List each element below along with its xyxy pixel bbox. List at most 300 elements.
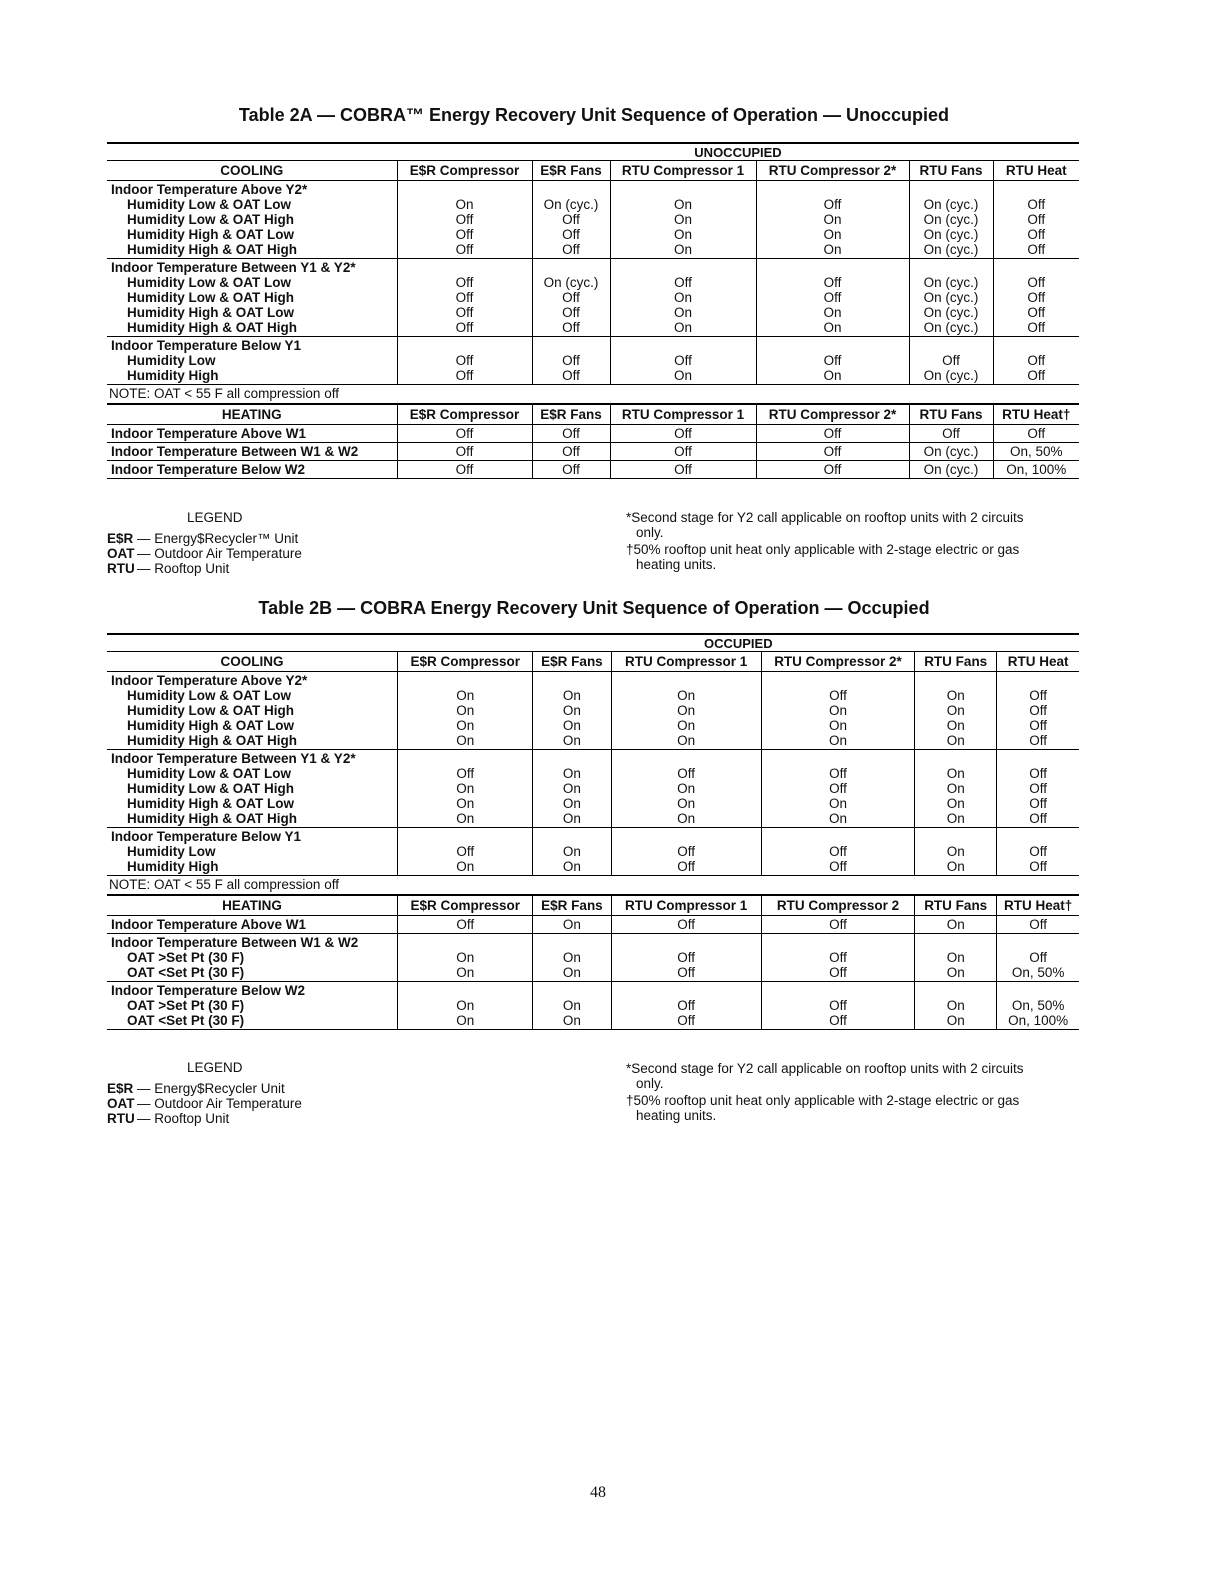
legend-text: — Energy$Recycler™ Unit <box>137 531 299 546</box>
cell-value: On <box>456 998 475 1013</box>
legend-text: — Outdoor Air Temperature <box>137 546 302 561</box>
cell-value: Off <box>1027 242 1046 257</box>
cell-value: Off <box>1027 197 1046 212</box>
value-column <box>398 750 533 828</box>
row-spacer <box>766 829 910 844</box>
value-column <box>915 934 997 982</box>
cell-value: On (cyc.) <box>543 275 599 290</box>
column-header: RTU Compressor 1 <box>611 895 761 916</box>
legend-text: — Rooftop Unit <box>137 561 230 576</box>
cell-value: On (cyc.) <box>909 443 993 461</box>
value-column <box>909 181 993 259</box>
table-row <box>107 461 1079 479</box>
value-column <box>761 828 914 876</box>
row-spacer <box>616 983 757 998</box>
row-spacer <box>761 182 905 197</box>
cell-value: Off <box>1027 227 1046 242</box>
footnote <box>626 1061 1080 1091</box>
cell-value: Off <box>455 227 474 242</box>
cell-value: On <box>946 859 965 874</box>
cell-value: On <box>456 796 475 811</box>
cell-value: Off <box>1029 718 1048 733</box>
legend-item <box>107 531 302 546</box>
row-spacer <box>402 935 528 950</box>
cell-value: Off <box>397 443 532 461</box>
row-label: OAT <Set Pt (30 F) <box>127 1013 245 1028</box>
row-spacer <box>537 260 606 275</box>
row-label: Indoor Temperature Above W1 <box>107 916 398 934</box>
value-column <box>915 672 997 750</box>
column-header: COOLING <box>107 652 398 672</box>
cell-value: Off <box>455 275 474 290</box>
column-header: COOLING <box>107 161 397 181</box>
column-header: RTU Fans <box>915 895 997 916</box>
row-group <box>107 672 1079 750</box>
legend-abbr: RTU <box>107 561 135 576</box>
cell-value: On <box>562 811 581 826</box>
value-column <box>397 181 532 259</box>
cell-value: On (cyc.) <box>923 275 979 290</box>
cell-value: On <box>677 688 696 703</box>
table-2b-title: Table 2B — COBRA Energy Recovery Unit Sequence of Operation — Occupied <box>258 598 930 618</box>
cell-value: Off <box>756 461 909 479</box>
footnote-text: †50% rooftop unit heat only applicable with 2-stage electric or gas <box>626 542 1020 557</box>
row-spacer <box>402 751 528 766</box>
row-spacer <box>766 751 910 766</box>
footnote-continuation: only. <box>636 525 664 540</box>
cell-value: On <box>946 811 965 826</box>
row-spacer <box>919 935 992 950</box>
cell-value: On (cyc.) <box>923 212 979 227</box>
cell-value: On <box>828 811 847 826</box>
column-header: RTU Fans <box>915 652 997 672</box>
row-label: Indoor Temperature Above W1 <box>107 425 397 443</box>
cell-value: Off <box>455 368 474 383</box>
row-spacer <box>537 935 606 950</box>
row-spacer <box>616 935 757 950</box>
cell-value: On, 50% <box>1011 998 1065 1013</box>
cell-value: Off <box>829 950 847 965</box>
value-column <box>533 934 611 982</box>
cell-value: Off <box>455 212 474 227</box>
cell-value: Off <box>398 916 533 934</box>
value-column <box>533 982 611 1030</box>
mode-label: OCCUPIED <box>703 636 773 651</box>
footnote <box>626 542 1080 572</box>
cell-value: Off <box>562 212 580 227</box>
row-group <box>107 181 1079 259</box>
cell-value: Off <box>532 425 610 443</box>
row-spacer <box>402 829 528 844</box>
cell-value: On <box>828 718 847 733</box>
group-heading: Indoor Temperature Between W1 & W2 <box>111 935 359 950</box>
cell-value: On <box>946 796 965 811</box>
cell-value: Off <box>532 461 610 479</box>
cell-value: On <box>456 703 475 718</box>
cell-value: Off <box>997 916 1079 934</box>
cell-value: On <box>946 998 965 1013</box>
row-spacer <box>1001 829 1075 844</box>
row-spacer <box>402 260 528 275</box>
value-column <box>397 259 532 337</box>
cell-value: On (cyc.) <box>923 242 979 257</box>
row-spacer <box>537 182 606 197</box>
value-column <box>997 982 1079 1030</box>
cell-value: Off <box>456 766 475 781</box>
cell-value: Off <box>532 443 610 461</box>
row-group <box>107 259 1079 337</box>
table-2a-body <box>107 143 1079 479</box>
cell-value: On <box>946 733 965 748</box>
row-spacer <box>766 673 910 688</box>
cell-value: Off <box>829 688 847 703</box>
note-text: NOTE: OAT < 55 F all compression off <box>107 876 1079 896</box>
legend-item <box>107 546 302 561</box>
cell-value: Off <box>756 425 909 443</box>
cell-value: On <box>946 950 965 965</box>
cell-value: On (cyc.) <box>923 320 979 335</box>
cell-value: On <box>673 197 692 212</box>
cell-value: Off <box>756 443 909 461</box>
column-header: RTU Fans <box>909 161 993 181</box>
cell-value: Off <box>993 425 1079 443</box>
group-heading: Indoor Temperature Below W2 <box>111 983 306 998</box>
cell-value: On <box>946 703 965 718</box>
cell-value: On <box>673 368 692 383</box>
cell-value: On <box>456 718 475 733</box>
cell-value: Off <box>1029 844 1048 859</box>
value-column <box>756 181 909 259</box>
legend-title: LEGEND <box>187 510 243 525</box>
value-column <box>533 750 611 828</box>
cell-value: On <box>533 916 611 934</box>
value-column <box>532 337 610 385</box>
footnote <box>626 510 1080 540</box>
row-label: Indoor Temperature Between W1 & W2 <box>107 443 397 461</box>
value-column <box>915 750 997 828</box>
cell-value: Off <box>455 305 474 320</box>
value-column <box>611 982 761 1030</box>
column-header: E$R Fans <box>533 652 611 672</box>
cell-value: On <box>677 781 696 796</box>
value-column <box>915 828 997 876</box>
cell-value: Off <box>823 275 842 290</box>
value-column <box>997 672 1079 750</box>
cell-value: On <box>456 1013 475 1028</box>
cell-value: Off <box>1027 353 1046 368</box>
row-label: Humidity High & OAT High <box>127 811 297 826</box>
row-group <box>107 337 1079 385</box>
note-row <box>107 385 1079 405</box>
cell-value: On <box>946 718 965 733</box>
cell-value: Off <box>677 965 696 980</box>
column-header: HEATING <box>107 404 397 425</box>
cell-value: Off <box>1029 859 1048 874</box>
column-header: RTU Heat† <box>993 404 1079 425</box>
cell-value: On <box>915 916 997 934</box>
row-spacer <box>402 673 528 688</box>
cell-value: On <box>562 781 581 796</box>
value-column <box>610 259 756 337</box>
column-header: E$R Compressor <box>397 161 532 181</box>
value-column <box>398 982 533 1030</box>
value-column <box>533 672 611 750</box>
value-column <box>909 259 993 337</box>
cell-value: On <box>677 811 696 826</box>
cell-value: Off <box>397 461 532 479</box>
row-spacer <box>766 935 910 950</box>
row-label: Humidity High & OAT Low <box>127 305 294 320</box>
cell-value: On (cyc.) <box>909 461 993 479</box>
row-label: Humidity Low & OAT Low <box>127 197 291 212</box>
cell-value: On <box>677 796 696 811</box>
row-label: OAT >Set Pt (30 F) <box>127 998 245 1013</box>
cell-value: On <box>455 197 474 212</box>
column-header: E$R Compressor <box>397 404 532 425</box>
cell-value: On <box>562 1013 581 1028</box>
row-spacer <box>914 338 989 353</box>
value-column <box>398 934 533 982</box>
cell-value: On <box>456 965 475 980</box>
row-spacer <box>1001 935 1075 950</box>
row-spacer <box>998 338 1076 353</box>
cell-value: On <box>823 212 842 227</box>
legend-abbr: E$R <box>107 531 134 546</box>
row-label: Humidity High <box>127 368 219 383</box>
cell-value: On <box>673 242 692 257</box>
row-label: OAT >Set Pt (30 F) <box>127 950 245 965</box>
row-spacer <box>402 338 528 353</box>
cell-value: On <box>562 718 581 733</box>
heating-header-row <box>107 404 1079 425</box>
value-column <box>611 672 761 750</box>
row-spacer <box>919 983 992 998</box>
row-label: Humidity Low <box>127 353 216 368</box>
footnote-continuation: heating units. <box>636 557 717 572</box>
cell-value: On <box>677 718 696 733</box>
row-label: Humidity Low & OAT Low <box>127 766 291 781</box>
cell-value: On, 50% <box>1011 965 1065 980</box>
row-spacer <box>914 182 989 197</box>
row-group <box>107 828 1079 876</box>
cell-value: On <box>562 688 581 703</box>
row-label: Humidity Low & OAT Low <box>127 275 291 290</box>
cooling-header-row <box>107 652 1079 672</box>
value-column <box>997 828 1079 876</box>
cell-value: Off <box>1029 781 1048 796</box>
cell-value: Off <box>610 425 756 443</box>
cell-value: Off <box>610 461 756 479</box>
cell-value: Off <box>942 353 960 368</box>
note-row <box>107 876 1079 896</box>
group-heading: Indoor Temperature Above Y2* <box>111 182 308 197</box>
legend-text: — Energy$Recycler Unit <box>137 1081 285 1096</box>
mode-label: UNOCCUPIED <box>694 145 782 160</box>
row-label: Humidity Low & OAT High <box>127 290 294 305</box>
value-column <box>761 934 914 982</box>
cell-value: Off <box>455 290 474 305</box>
value-column <box>610 181 756 259</box>
footnote-text: *Second stage for Y2 call applicable on rooftop units with 2 circuits <box>626 510 1024 525</box>
cell-value: On <box>677 733 696 748</box>
row-group <box>107 982 1079 1030</box>
table-2b-footnotes <box>626 1061 1080 1125</box>
value-column <box>756 259 909 337</box>
cell-value: Off <box>562 227 580 242</box>
cell-value: Off <box>562 290 580 305</box>
column-header: E$R Fans <box>532 404 610 425</box>
footnote-text: *Second stage for Y2 call applicable on rooftop units with 2 circuits <box>626 1061 1024 1076</box>
mode-row <box>107 144 1079 161</box>
row-group-label <box>107 337 397 385</box>
mode-row <box>107 635 1079 652</box>
cell-value: Off <box>829 998 847 1013</box>
value-column <box>761 750 914 828</box>
group-heading: Indoor Temperature Below Y1 <box>111 829 302 844</box>
table-row <box>107 916 1079 934</box>
row-spacer <box>402 983 528 998</box>
group-heading: Indoor Temperature Below Y1 <box>111 338 302 353</box>
value-column <box>993 181 1079 259</box>
value-column <box>398 672 533 750</box>
value-column <box>993 259 1079 337</box>
cell-value: On <box>677 703 696 718</box>
cell-value: On (cyc.) <box>923 197 979 212</box>
cell-value: Off <box>611 916 761 934</box>
cell-value: Off <box>823 197 842 212</box>
row-spacer <box>1001 983 1075 998</box>
value-column <box>610 337 756 385</box>
cell-value: Off <box>562 320 580 335</box>
cell-value: Off <box>1027 212 1046 227</box>
row-spacer <box>919 751 992 766</box>
cell-value: Off <box>829 844 847 859</box>
row-spacer <box>537 751 606 766</box>
cell-value: On <box>456 859 475 874</box>
cell-value: On, 50% <box>993 443 1079 461</box>
row-spacer <box>402 182 528 197</box>
row-label: Humidity Low & OAT Low <box>127 688 291 703</box>
cell-value: Off <box>1029 766 1048 781</box>
row-spacer <box>998 260 1076 275</box>
cell-value: On <box>562 733 581 748</box>
cell-value: On <box>823 227 842 242</box>
legend-item <box>107 1081 302 1096</box>
cell-value: On, 100% <box>1008 1013 1069 1028</box>
cell-value: Off <box>455 320 474 335</box>
cell-value: On <box>673 212 692 227</box>
cell-value: On <box>456 781 475 796</box>
column-header: RTU Compressor 2* <box>756 404 909 425</box>
row-group <box>107 750 1079 828</box>
table-2a-title: Table 2A — COBRA™ Energy Recovery Unit Sequence of Operation — Unoccupied <box>238 105 950 125</box>
legend-abbr: RTU <box>107 1111 135 1126</box>
cell-value: On <box>823 305 842 320</box>
cell-value: Off <box>909 425 993 443</box>
cell-value: Off <box>677 844 696 859</box>
column-header: HEATING <box>107 895 398 916</box>
legend-abbr: OAT <box>107 546 135 561</box>
value-column <box>397 337 532 385</box>
cell-value: On (cyc.) <box>923 305 979 320</box>
row-spacer <box>761 260 905 275</box>
cell-value: On <box>946 1013 965 1028</box>
row-spacer <box>615 182 752 197</box>
cell-value: Off <box>610 443 756 461</box>
value-column <box>761 672 914 750</box>
row-label: Humidity High & OAT Low <box>127 796 294 811</box>
cell-value: On <box>946 781 965 796</box>
value-column <box>997 750 1079 828</box>
cell-value: Off <box>397 425 532 443</box>
cooling-header-row <box>107 161 1079 181</box>
row-spacer <box>761 338 905 353</box>
row-label: Humidity Low & OAT High <box>127 212 294 227</box>
legend-abbr: OAT <box>107 1096 135 1111</box>
legend-abbr: E$R <box>107 1081 134 1096</box>
heating-header-row <box>107 895 1079 916</box>
value-column <box>611 750 761 828</box>
value-column <box>532 181 610 259</box>
row-group-label <box>107 181 397 259</box>
cell-value: On <box>562 766 581 781</box>
row-label: Humidity Low & OAT High <box>127 703 294 718</box>
cell-value: Off <box>1027 320 1046 335</box>
cell-value: Off <box>1027 290 1046 305</box>
row-label: Indoor Temperature Below W2 <box>107 461 397 479</box>
cell-value: Off <box>829 766 847 781</box>
legend-text: — Rooftop Unit <box>137 1111 230 1126</box>
value-column <box>993 337 1079 385</box>
row-spacer <box>616 829 757 844</box>
cell-value: Off <box>1029 950 1048 965</box>
value-column <box>398 828 533 876</box>
cell-value: On <box>828 733 847 748</box>
value-column <box>997 934 1079 982</box>
cell-value: Off <box>1029 811 1048 826</box>
legend-text: — Outdoor Air Temperature <box>137 1096 302 1111</box>
row-label: Humidity High & OAT High <box>127 733 297 748</box>
legend-title: LEGEND <box>187 1060 243 1075</box>
cell-value: Off <box>1027 305 1046 320</box>
group-heading: Indoor Temperature Between Y1 & Y2* <box>111 751 356 766</box>
table-2a-footnotes <box>626 510 1080 574</box>
cell-value: On <box>673 227 692 242</box>
cell-value: Off <box>677 1013 696 1028</box>
cell-value: Off <box>823 353 842 368</box>
table-2a-unoccupied <box>107 142 1079 479</box>
row-group-label <box>107 259 397 337</box>
row-label: Humidity High <box>127 859 219 874</box>
cell-value: Off <box>455 353 474 368</box>
footnote-continuation: heating units. <box>636 1108 717 1123</box>
row-group <box>107 934 1079 982</box>
cell-value: On <box>456 950 475 965</box>
value-column <box>611 828 761 876</box>
cell-value: Off <box>829 965 847 980</box>
cell-value: On <box>828 796 847 811</box>
cell-value: On <box>946 965 965 980</box>
cell-value: Off <box>562 242 580 257</box>
column-header: RTU Compressor 2* <box>756 161 909 181</box>
table-row <box>107 425 1079 443</box>
cell-value: Off <box>677 998 696 1013</box>
cell-value: On <box>562 844 581 859</box>
table-row <box>107 443 1079 461</box>
table-2b-legend <box>107 1060 302 1126</box>
value-column <box>756 337 909 385</box>
column-header: RTU Heat <box>997 652 1079 672</box>
